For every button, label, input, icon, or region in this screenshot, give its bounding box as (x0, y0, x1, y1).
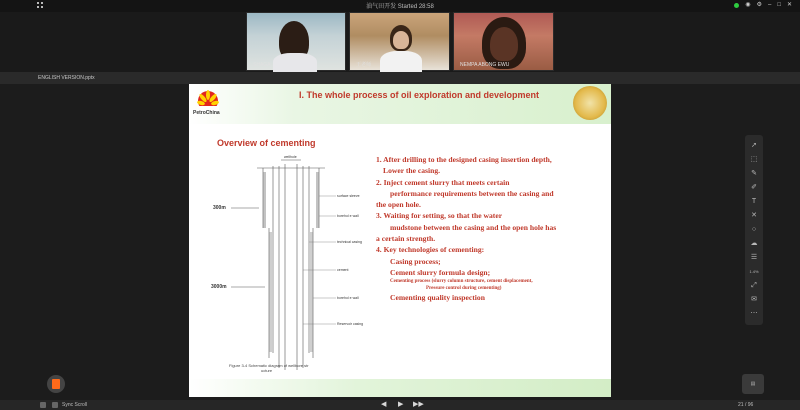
participant-name: NEMPA ABONG EWU (460, 62, 510, 68)
sync-icon[interactable] (52, 402, 58, 408)
label-depth-3000: 3000m (211, 284, 227, 290)
key-tech-casing: Casing process; (390, 256, 441, 266)
label-depth-300: 300m (213, 205, 226, 211)
next-slide-button[interactable]: ▶▶ (413, 401, 424, 408)
highlighter-icon[interactable]: ✐ (751, 184, 757, 191)
participant-2-face (393, 31, 409, 49)
label-reservoir-casing: Reservoir casing (337, 322, 364, 326)
step-4: 4. Key technologies of cementing: (376, 245, 485, 255)
settings-icon[interactable]: ⚙ (756, 2, 762, 8)
key-tech-slurry: Cement slurry formula design; (390, 267, 491, 277)
cloud-icon[interactable]: ☁ (750, 240, 758, 247)
slide-footer (189, 379, 611, 397)
participant-3-face (490, 27, 518, 61)
file-name[interactable]: ENGLISH VERSION.pptx (38, 75, 95, 81)
prev-slide-button[interactable]: ◀ (381, 401, 387, 408)
minimize-button[interactable]: – (768, 2, 772, 8)
figure-caption-cont: ucture (261, 368, 273, 373)
wellbore-diagram (211, 155, 364, 378)
label-borehole-wall-1: borehol e wall (337, 214, 359, 218)
label-surface-sleeve: surface sleeve (337, 194, 360, 198)
step-1-cont: Lower the casing. (383, 166, 441, 176)
sync-scroll-label[interactable]: Sync Scroll (62, 402, 88, 408)
connection-status-icon (734, 3, 739, 8)
document-icon (52, 379, 60, 389)
participant-video-2[interactable] (349, 12, 450, 71)
university-seal-icon (573, 86, 607, 120)
participant-video-1[interactable] (246, 12, 346, 71)
pointer-icon[interactable]: ➚ (751, 142, 757, 149)
overview-heading: Overview of cementing (217, 138, 316, 148)
key-tech-process: Cementing process (slurry column structure, cement displacement, (390, 279, 533, 285)
participant-name: 王老师 (356, 62, 372, 68)
slide-header (189, 84, 611, 124)
window-title: 油气田开发 Started 28:58 (366, 4, 434, 10)
text-icon[interactable]: T (751, 198, 757, 205)
select-icon[interactable]: ⬚ (750, 156, 758, 163)
list-icon[interactable] (40, 402, 46, 408)
key-tech-quality: Cementing quality inspection (390, 293, 485, 303)
label-technical-casing: technical casing (337, 240, 362, 244)
playback-bar (0, 400, 800, 410)
close-button[interactable]: ✕ (786, 2, 792, 8)
maximize-button[interactable]: □ (777, 2, 781, 8)
step-3: 3. Waiting for setting, so that the water (376, 211, 503, 221)
participant-video-3[interactable] (453, 12, 554, 71)
zoom-level: 1.4% (749, 269, 759, 274)
pen-icon[interactable]: ✎ (751, 170, 757, 177)
step-2-cont2: the open hole. (376, 200, 421, 210)
slide-title: I. The whole process of oil exploration and development (299, 90, 540, 100)
file-button[interactable] (47, 375, 65, 393)
more-icon[interactable]: ⋯ (750, 310, 758, 317)
step-2: 2. Inject cement slurry that meets certain (376, 177, 510, 187)
notes-button[interactable]: ▤ (742, 374, 764, 394)
file-tab-bar (0, 72, 800, 84)
cementing-steps (376, 154, 608, 304)
presentation-slide (189, 84, 611, 397)
shape-icon[interactable]: ○ (751, 226, 757, 233)
figure-caption: Figure 3-4 Schematic diagram of wellbore str (229, 363, 309, 368)
label-borehole-wall-2: borehol e wall (337, 296, 359, 300)
page-indicator: 21 / 96 (738, 402, 754, 408)
play-button[interactable]: ▶ (398, 401, 404, 408)
label-cement: cement (337, 268, 349, 272)
step-3-cont: mudstone between the casing and the open hole has (390, 222, 557, 232)
title-bar (0, 0, 800, 12)
fit-icon[interactable]: ⤢ (751, 282, 757, 289)
label-wellhole: wellhole (284, 155, 297, 159)
step-1: 1. After drilling to the designed casing insertion depth, (376, 155, 552, 164)
mic-icon[interactable]: ◉ (745, 2, 751, 8)
key-tech-process-cont: Pressure control during cementing) (426, 286, 502, 292)
step-3-cont2: a certain strength. (376, 234, 436, 244)
participant-name: SHAGA (253, 62, 271, 68)
logo-text: PetroChina (193, 110, 220, 116)
step-2-cont: performance requirements between the casing and (390, 188, 554, 198)
title-bar-controls (734, 2, 792, 9)
annotation-toolbar (745, 135, 763, 325)
eraser-icon[interactable]: ✕ (751, 212, 757, 219)
petrochina-logo-icon (195, 87, 221, 111)
lines-icon[interactable]: ☰ (750, 254, 758, 261)
comment-icon[interactable]: ✉ (751, 296, 757, 303)
video-strip (0, 12, 800, 72)
